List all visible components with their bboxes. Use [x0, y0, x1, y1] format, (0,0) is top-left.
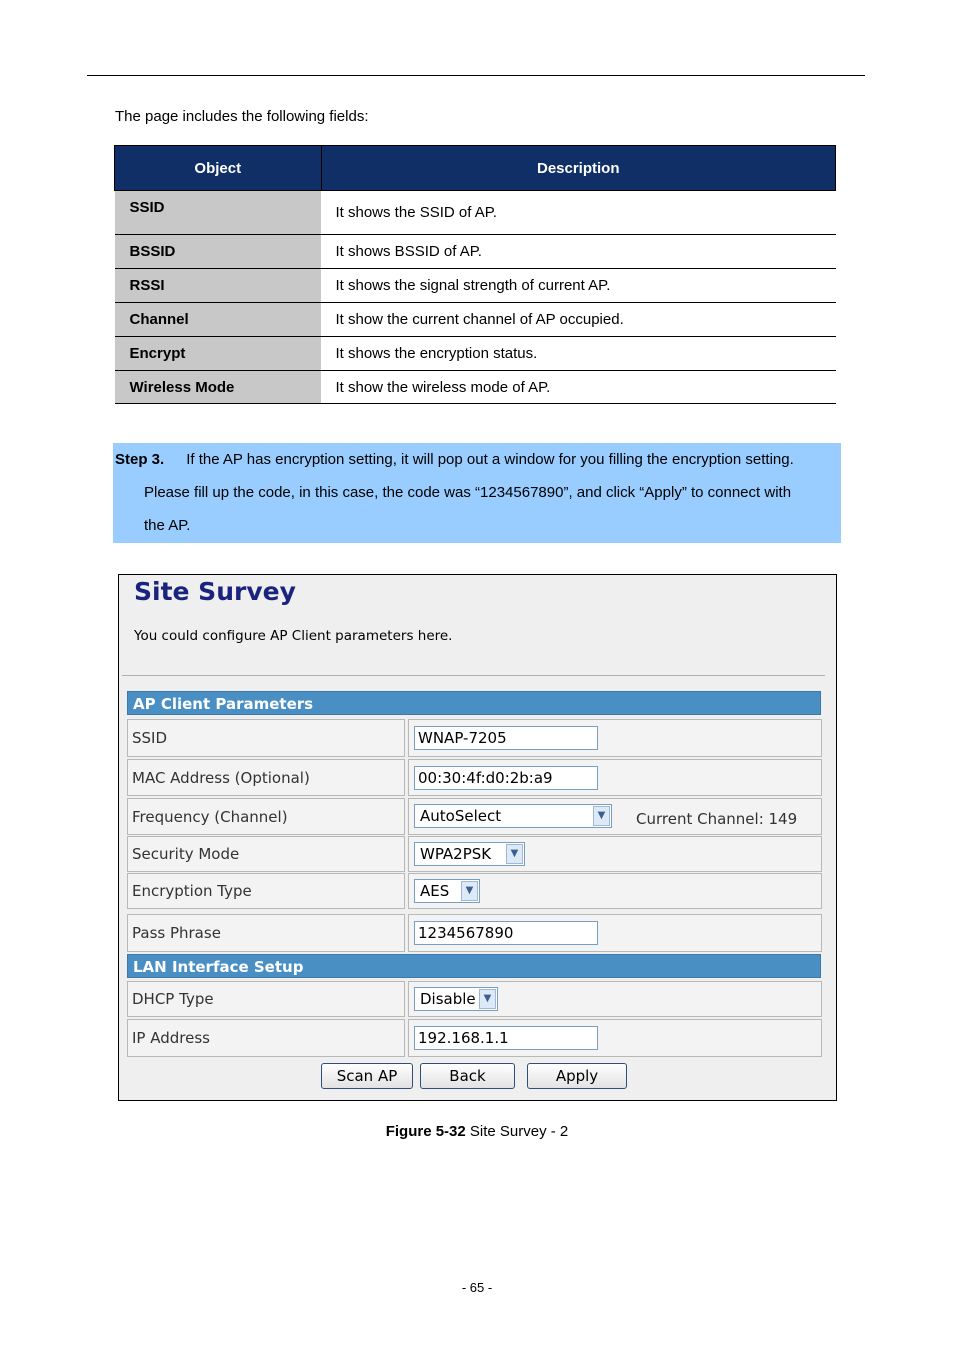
- step-line-2: Please fill up the code, in this case, the code was “1234567890”, and click “Apply” to connect with: [144, 484, 792, 501]
- figure-caption: [0, 1123, 954, 1140]
- security-row: [127, 836, 822, 872]
- passphrase-cell: [408, 914, 822, 952]
- apply-button[interactable]: Apply: [527, 1063, 627, 1089]
- intro-text: The page includes the following fields:: [115, 108, 369, 125]
- section-lan-interface: LAN Interface Setup: [127, 954, 821, 978]
- mac-label: MAC Address (Optional): [127, 759, 405, 796]
- mac-input[interactable]: 00:30:4f:d0:2b:a9: [414, 766, 598, 790]
- frequency-cell: [408, 798, 822, 835]
- frequency-value: AutoSelect: [420, 807, 502, 825]
- description-cell: It shows BSSID of AP.: [321, 235, 836, 269]
- current-channel-text: Current Channel: 149: [636, 810, 798, 828]
- chevron-down-icon: ▼: [479, 989, 496, 1009]
- step-label: Step 3.: [115, 451, 165, 468]
- description-cell: It shows the encryption status.: [321, 337, 836, 371]
- chevron-down-icon: ▼: [461, 881, 478, 901]
- description-cell: It show the wireless mode of AP.: [321, 371, 836, 404]
- table-row: [115, 371, 836, 404]
- object-cell: Encrypt: [115, 337, 322, 371]
- section-ap-client: AP Client Parameters: [127, 691, 821, 715]
- object-cell: Wireless Mode: [115, 371, 322, 404]
- header-object: Object: [115, 146, 322, 191]
- security-cell: [408, 836, 822, 872]
- dhcp-label: DHCP Type: [127, 981, 405, 1017]
- table-row: [115, 235, 836, 269]
- dhcp-value: Disable: [420, 990, 476, 1008]
- encryption-row: [127, 873, 822, 909]
- encryption-select[interactable]: [414, 879, 480, 903]
- page-title: Site Survey: [134, 577, 296, 606]
- dhcp-row: [127, 981, 822, 1017]
- page-number: - 65 -: [461, 1280, 493, 1295]
- table-row: [115, 269, 836, 303]
- encryption-cell: [408, 873, 822, 909]
- frequency-label: Frequency (Channel): [127, 798, 405, 835]
- step-line-1: [115, 443, 794, 476]
- back-button[interactable]: Back: [420, 1063, 515, 1089]
- chevron-down-icon: ▼: [593, 806, 610, 826]
- fields-table: [114, 145, 836, 404]
- mac-row: [127, 759, 822, 796]
- figure-text: Site Survey - 2: [465, 1123, 569, 1140]
- step-box: [113, 443, 841, 543]
- description-cell: It shows the SSID of AP.: [321, 191, 836, 235]
- dhcp-cell: [408, 981, 822, 1017]
- figure-number: Figure 5-32: [385, 1123, 466, 1140]
- security-select[interactable]: [414, 842, 525, 866]
- object-cell: SSID: [115, 191, 322, 235]
- header-rule: [87, 75, 865, 76]
- page-subtitle: You could configure AP Client parameters here.: [134, 628, 453, 644]
- description-cell: It shows the signal strength of current AP.: [321, 269, 836, 303]
- ssid-row: [127, 719, 822, 757]
- site-survey-screenshot: [118, 574, 837, 1101]
- chevron-down-icon: ▼: [506, 844, 523, 864]
- header-description: Description: [321, 146, 836, 191]
- object-cell: RSSI: [115, 269, 322, 303]
- passphrase-label: Pass Phrase: [127, 914, 405, 952]
- passphrase-input[interactable]: 1234567890: [414, 921, 598, 945]
- encryption-label: Encryption Type: [127, 873, 405, 909]
- ip-row: [127, 1019, 822, 1057]
- step-text-1: If the AP has encryption setting, it will pop out a window for you filling the encryption setting.: [186, 451, 794, 468]
- description-cell: It show the current channel of AP occupied.: [321, 303, 836, 337]
- ip-cell: [408, 1019, 822, 1057]
- object-cell: BSSID: [115, 235, 322, 269]
- object-cell: Channel: [115, 303, 322, 337]
- table-row: [115, 337, 836, 371]
- table-row: [115, 191, 836, 235]
- table-header-row: [115, 146, 836, 191]
- ssid-label: SSID: [127, 719, 405, 757]
- frequency-select[interactable]: [414, 804, 612, 828]
- ip-input[interactable]: 192.168.1.1: [414, 1026, 598, 1050]
- ssid-cell: [408, 719, 822, 757]
- table-row: [115, 303, 836, 337]
- mac-cell: [408, 759, 822, 796]
- ip-label: IP Address: [127, 1019, 405, 1057]
- scan-ap-button[interactable]: Scan AP: [321, 1063, 413, 1089]
- security-label: Security Mode: [127, 836, 405, 872]
- dhcp-select[interactable]: [414, 987, 498, 1011]
- ssid-input[interactable]: WNAP-7205: [414, 726, 598, 750]
- encryption-value: AES: [420, 882, 450, 900]
- security-value: WPA2PSK: [420, 845, 492, 863]
- divider: [122, 675, 825, 676]
- passphrase-row: [127, 914, 822, 952]
- frequency-row: [127, 798, 822, 835]
- step-line-3: the AP.: [144, 517, 191, 534]
